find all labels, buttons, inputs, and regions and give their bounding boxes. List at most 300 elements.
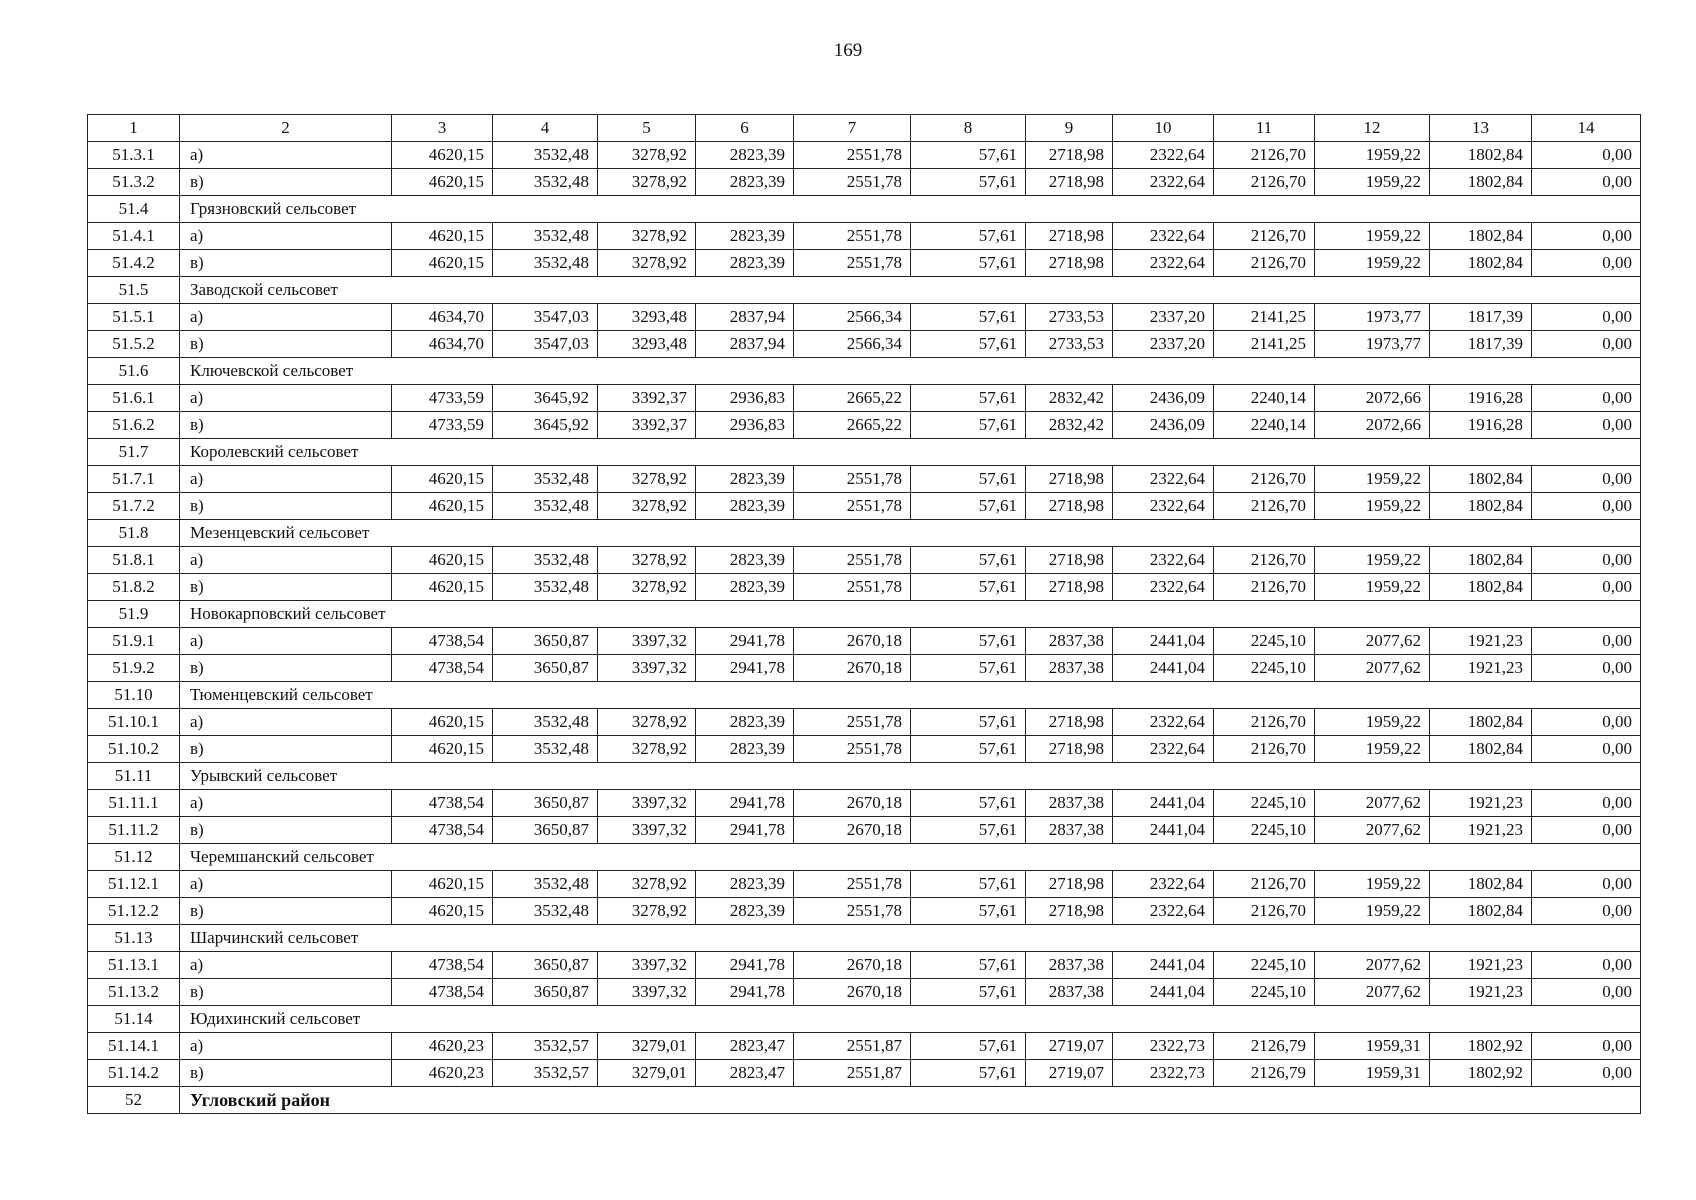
value-cell: 1802,84 xyxy=(1430,871,1532,898)
value-cell: 2823,39 xyxy=(696,466,794,493)
table-row xyxy=(88,655,1641,682)
column-number-cell: 12 xyxy=(1315,115,1430,142)
group-name-cell: Новокарповский сельсовет xyxy=(180,601,1641,628)
value-cell: 3278,92 xyxy=(598,736,696,763)
row-label-cell: в) xyxy=(180,493,392,520)
value-cell: 3278,92 xyxy=(598,574,696,601)
value-cell: 2718,98 xyxy=(1026,142,1113,169)
value-cell: 3532,48 xyxy=(493,709,598,736)
value-cell: 57,61 xyxy=(911,952,1026,979)
value-cell: 4634,70 xyxy=(392,304,493,331)
table-row xyxy=(88,574,1641,601)
row-label-cell: а) xyxy=(180,871,392,898)
value-cell: 2733,53 xyxy=(1026,331,1113,358)
value-cell: 2941,78 xyxy=(696,655,794,682)
value-cell: 2126,70 xyxy=(1214,250,1315,277)
value-cell: 2077,62 xyxy=(1315,655,1430,682)
value-cell: 2322,64 xyxy=(1113,142,1214,169)
value-cell: 1959,22 xyxy=(1315,547,1430,574)
value-cell: 4620,23 xyxy=(392,1033,493,1060)
row-code-cell: 51.8.1 xyxy=(88,547,180,574)
group-header-row xyxy=(88,844,1641,871)
value-cell: 3532,48 xyxy=(493,223,598,250)
row-label-cell: в) xyxy=(180,412,392,439)
row-code-cell: 51.14.1 xyxy=(88,1033,180,1060)
group-header-row xyxy=(88,358,1641,385)
value-cell: 2718,98 xyxy=(1026,547,1113,574)
value-cell: 2718,98 xyxy=(1026,466,1113,493)
value-cell: 0,00 xyxy=(1532,736,1641,763)
row-code-cell: 51.13.2 xyxy=(88,979,180,1006)
value-cell: 4738,54 xyxy=(392,628,493,655)
value-cell: 2823,47 xyxy=(696,1060,794,1087)
group-code-cell: 51.11 xyxy=(88,763,180,790)
value-cell: 3278,92 xyxy=(598,142,696,169)
table-row xyxy=(88,790,1641,817)
group-name-cell: Мезенцевский сельсовет xyxy=(180,520,1641,547)
value-cell: 2322,64 xyxy=(1113,736,1214,763)
value-cell: 2551,78 xyxy=(794,493,911,520)
value-cell: 1802,92 xyxy=(1430,1060,1532,1087)
value-cell: 3547,03 xyxy=(493,304,598,331)
value-cell: 2126,79 xyxy=(1214,1060,1315,1087)
row-label-cell: в) xyxy=(180,817,392,844)
value-cell: 2551,87 xyxy=(794,1033,911,1060)
value-cell: 3279,01 xyxy=(598,1033,696,1060)
value-cell: 3293,48 xyxy=(598,304,696,331)
row-code-cell: 51.4.2 xyxy=(88,250,180,277)
value-cell: 2823,39 xyxy=(696,898,794,925)
value-cell: 2837,38 xyxy=(1026,952,1113,979)
value-cell: 3650,87 xyxy=(493,952,598,979)
value-cell: 2077,62 xyxy=(1315,952,1430,979)
row-label-cell: а) xyxy=(180,223,392,250)
column-number-cell: 13 xyxy=(1430,115,1532,142)
value-cell: 2832,42 xyxy=(1026,412,1113,439)
group-name-cell: Юдихинский сельсовет xyxy=(180,1006,1641,1033)
value-cell: 0,00 xyxy=(1532,817,1641,844)
value-cell: 3278,92 xyxy=(598,250,696,277)
row-label-cell: в) xyxy=(180,250,392,277)
value-cell: 4620,15 xyxy=(392,250,493,277)
value-cell: 2551,78 xyxy=(794,250,911,277)
value-cell: 2551,78 xyxy=(794,871,911,898)
value-cell: 2322,64 xyxy=(1113,466,1214,493)
value-cell: 57,61 xyxy=(911,736,1026,763)
value-cell: 2441,04 xyxy=(1113,790,1214,817)
value-cell: 2126,70 xyxy=(1214,574,1315,601)
column-number-cell: 9 xyxy=(1026,115,1113,142)
row-code-cell: 51.10.1 xyxy=(88,709,180,736)
value-cell: 3278,92 xyxy=(598,466,696,493)
row-code-cell: 51.4.1 xyxy=(88,223,180,250)
value-cell: 0,00 xyxy=(1532,169,1641,196)
row-code-cell: 51.7.1 xyxy=(88,466,180,493)
value-cell: 2240,14 xyxy=(1214,385,1315,412)
value-cell: 2823,39 xyxy=(696,736,794,763)
value-cell: 2322,73 xyxy=(1113,1033,1214,1060)
value-cell: 2718,98 xyxy=(1026,223,1113,250)
value-cell: 2441,04 xyxy=(1113,952,1214,979)
value-cell: 1973,77 xyxy=(1315,304,1430,331)
value-cell: 0,00 xyxy=(1532,655,1641,682)
value-cell: 3278,92 xyxy=(598,547,696,574)
value-cell: 0,00 xyxy=(1532,466,1641,493)
value-cell: 57,61 xyxy=(911,898,1026,925)
value-cell: 2322,64 xyxy=(1113,493,1214,520)
value-cell: 0,00 xyxy=(1532,493,1641,520)
value-cell: 1959,22 xyxy=(1315,493,1430,520)
value-cell: 2551,87 xyxy=(794,1060,911,1087)
value-cell: 1959,22 xyxy=(1315,250,1430,277)
value-cell: 2718,98 xyxy=(1026,493,1113,520)
value-cell: 3532,48 xyxy=(493,871,598,898)
table-body xyxy=(88,115,1641,1114)
column-number-cell: 10 xyxy=(1113,115,1214,142)
value-cell: 0,00 xyxy=(1532,709,1641,736)
value-cell: 2823,39 xyxy=(696,709,794,736)
value-cell: 2837,38 xyxy=(1026,655,1113,682)
value-cell: 0,00 xyxy=(1532,574,1641,601)
value-cell: 3650,87 xyxy=(493,655,598,682)
value-cell: 57,61 xyxy=(911,304,1026,331)
value-cell: 2936,83 xyxy=(696,412,794,439)
value-cell: 2322,64 xyxy=(1113,169,1214,196)
row-code-cell: 51.14.2 xyxy=(88,1060,180,1087)
table-row xyxy=(88,169,1641,196)
value-cell: 2126,70 xyxy=(1214,142,1315,169)
value-cell: 1817,39 xyxy=(1430,304,1532,331)
group-name-cell: Ключевской сельсовет xyxy=(180,358,1641,385)
column-number-cell: 8 xyxy=(911,115,1026,142)
row-label-cell: а) xyxy=(180,385,392,412)
value-cell: 3392,37 xyxy=(598,385,696,412)
group-name-cell: Шарчинский сельсовет xyxy=(180,925,1641,952)
value-cell: 2718,98 xyxy=(1026,871,1113,898)
value-cell: 57,61 xyxy=(911,412,1026,439)
row-code-cell: 51.10.2 xyxy=(88,736,180,763)
value-cell: 1916,28 xyxy=(1430,412,1532,439)
value-cell: 3392,37 xyxy=(598,412,696,439)
value-cell: 2245,10 xyxy=(1214,790,1315,817)
value-cell: 2322,64 xyxy=(1113,871,1214,898)
page-number: 169 xyxy=(833,40,863,61)
value-cell: 2126,70 xyxy=(1214,223,1315,250)
value-cell: 2441,04 xyxy=(1113,979,1214,1006)
value-cell: 4738,54 xyxy=(392,817,493,844)
value-cell: 4620,15 xyxy=(392,493,493,520)
value-cell: 4620,15 xyxy=(392,169,493,196)
row-label-cell: а) xyxy=(180,304,392,331)
group-code-cell: 51.6 xyxy=(88,358,180,385)
group-code-cell: 51.8 xyxy=(88,520,180,547)
value-cell: 2441,04 xyxy=(1113,628,1214,655)
value-cell: 2551,78 xyxy=(794,223,911,250)
value-cell: 4620,15 xyxy=(392,736,493,763)
group-header-row xyxy=(88,763,1641,790)
group-code-cell: 51.12 xyxy=(88,844,180,871)
value-cell: 2126,70 xyxy=(1214,736,1315,763)
column-number-cell: 11 xyxy=(1214,115,1315,142)
value-cell: 3532,48 xyxy=(493,547,598,574)
value-cell: 2670,18 xyxy=(794,952,911,979)
value-cell: 2837,38 xyxy=(1026,979,1113,1006)
table-row xyxy=(88,1060,1641,1087)
value-cell: 2941,78 xyxy=(696,952,794,979)
row-label-cell: а) xyxy=(180,466,392,493)
value-cell: 2077,62 xyxy=(1315,628,1430,655)
value-cell: 1802,84 xyxy=(1430,169,1532,196)
value-cell: 3650,87 xyxy=(493,790,598,817)
table-row xyxy=(88,1033,1641,1060)
value-cell: 2245,10 xyxy=(1214,979,1315,1006)
value-cell: 4738,54 xyxy=(392,952,493,979)
value-cell: 2733,53 xyxy=(1026,304,1113,331)
column-number-cell: 7 xyxy=(794,115,911,142)
group-code-cell: 51.10 xyxy=(88,682,180,709)
value-cell: 2126,79 xyxy=(1214,1033,1315,1060)
row-code-cell: 51.3.2 xyxy=(88,169,180,196)
value-cell: 3532,57 xyxy=(493,1033,598,1060)
row-code-cell: 51.7.2 xyxy=(88,493,180,520)
value-cell: 57,61 xyxy=(911,493,1026,520)
row-label-cell: в) xyxy=(180,574,392,601)
value-cell: 57,61 xyxy=(911,1033,1026,1060)
table-row xyxy=(88,547,1641,574)
value-cell: 2551,78 xyxy=(794,466,911,493)
value-cell: 2823,39 xyxy=(696,493,794,520)
value-cell: 2719,07 xyxy=(1026,1060,1113,1087)
value-cell: 1959,22 xyxy=(1315,736,1430,763)
value-cell: 2322,64 xyxy=(1113,898,1214,925)
value-cell: 0,00 xyxy=(1532,547,1641,574)
row-label-cell: в) xyxy=(180,331,392,358)
value-cell: 2126,70 xyxy=(1214,466,1315,493)
row-code-cell: 51.5.1 xyxy=(88,304,180,331)
value-cell: 2665,22 xyxy=(794,412,911,439)
value-cell: 2670,18 xyxy=(794,817,911,844)
value-cell: 57,61 xyxy=(911,709,1026,736)
value-cell: 2072,66 xyxy=(1315,385,1430,412)
value-cell: 2322,64 xyxy=(1113,709,1214,736)
table-row xyxy=(88,871,1641,898)
group-code-cell: 51.9 xyxy=(88,601,180,628)
value-cell: 2941,78 xyxy=(696,790,794,817)
value-cell: 2322,73 xyxy=(1113,1060,1214,1087)
value-cell: 2077,62 xyxy=(1315,790,1430,817)
group-name-cell: Урывский сельсовет xyxy=(180,763,1641,790)
table-row xyxy=(88,304,1641,331)
column-number-cell: 2 xyxy=(180,115,392,142)
value-cell: 3397,32 xyxy=(598,628,696,655)
row-code-cell: 51.9.1 xyxy=(88,628,180,655)
value-cell: 3532,48 xyxy=(493,250,598,277)
value-cell: 3293,48 xyxy=(598,331,696,358)
value-cell: 3278,92 xyxy=(598,493,696,520)
value-cell: 1921,23 xyxy=(1430,655,1532,682)
value-cell: 1802,84 xyxy=(1430,466,1532,493)
row-label-cell: а) xyxy=(180,790,392,817)
group-name-cell: Черемшанский сельсовет xyxy=(180,844,1641,871)
row-code-cell: 51.13.1 xyxy=(88,952,180,979)
value-cell: 2670,18 xyxy=(794,979,911,1006)
value-cell: 2551,78 xyxy=(794,142,911,169)
value-cell: 0,00 xyxy=(1532,979,1641,1006)
value-cell: 3532,48 xyxy=(493,898,598,925)
row-label-cell: в) xyxy=(180,736,392,763)
value-cell: 2551,78 xyxy=(794,736,911,763)
group-header-row xyxy=(88,520,1641,547)
table-row xyxy=(88,979,1641,1006)
value-cell: 0,00 xyxy=(1532,223,1641,250)
value-cell: 1802,84 xyxy=(1430,709,1532,736)
value-cell: 2441,04 xyxy=(1113,817,1214,844)
value-cell: 2823,39 xyxy=(696,547,794,574)
value-cell: 1817,39 xyxy=(1430,331,1532,358)
group-name-cell: Грязновский сельсовет xyxy=(180,196,1641,223)
value-cell: 2941,78 xyxy=(696,817,794,844)
value-cell: 0,00 xyxy=(1532,331,1641,358)
group-header-row xyxy=(88,439,1641,466)
value-cell: 3645,92 xyxy=(493,412,598,439)
value-cell: 3397,32 xyxy=(598,817,696,844)
value-cell: 1802,84 xyxy=(1430,898,1532,925)
value-cell: 0,00 xyxy=(1532,304,1641,331)
value-cell: 2337,20 xyxy=(1113,331,1214,358)
row-label-cell: а) xyxy=(180,628,392,655)
value-cell: 2126,70 xyxy=(1214,709,1315,736)
value-cell: 2823,39 xyxy=(696,169,794,196)
value-cell: 2837,94 xyxy=(696,304,794,331)
value-cell: 2823,39 xyxy=(696,871,794,898)
value-cell: 2670,18 xyxy=(794,790,911,817)
value-cell: 57,61 xyxy=(911,871,1026,898)
row-label-cell: в) xyxy=(180,1060,392,1087)
value-cell: 2823,39 xyxy=(696,223,794,250)
value-cell: 3532,48 xyxy=(493,169,598,196)
value-cell: 57,61 xyxy=(911,331,1026,358)
value-cell: 57,61 xyxy=(911,547,1026,574)
value-cell: 4620,15 xyxy=(392,709,493,736)
value-cell: 1959,22 xyxy=(1315,223,1430,250)
value-cell: 2837,38 xyxy=(1026,790,1113,817)
table-row xyxy=(88,412,1641,439)
value-cell: 3397,32 xyxy=(598,655,696,682)
value-cell: 2322,64 xyxy=(1113,547,1214,574)
column-number-cell: 3 xyxy=(392,115,493,142)
group-name-cell: Угловский район xyxy=(180,1087,1641,1114)
value-cell: 2436,09 xyxy=(1113,412,1214,439)
value-cell: 3532,48 xyxy=(493,493,598,520)
value-cell: 2551,78 xyxy=(794,547,911,574)
row-code-cell: 51.6.2 xyxy=(88,412,180,439)
value-cell: 2240,14 xyxy=(1214,412,1315,439)
row-code-cell: 51.9.2 xyxy=(88,655,180,682)
value-cell: 1802,84 xyxy=(1430,547,1532,574)
table-row xyxy=(88,736,1641,763)
value-cell: 0,00 xyxy=(1532,142,1641,169)
value-cell: 3645,92 xyxy=(493,385,598,412)
value-cell: 4620,15 xyxy=(392,466,493,493)
value-cell: 0,00 xyxy=(1532,412,1641,439)
value-cell: 0,00 xyxy=(1532,871,1641,898)
value-cell: 3650,87 xyxy=(493,979,598,1006)
table-row xyxy=(88,331,1641,358)
price-table xyxy=(87,114,1641,1114)
value-cell: 3278,92 xyxy=(598,709,696,736)
value-cell: 1959,22 xyxy=(1315,871,1430,898)
row-code-cell: 51.12.2 xyxy=(88,898,180,925)
value-cell: 3532,48 xyxy=(493,466,598,493)
value-cell: 1973,77 xyxy=(1315,331,1430,358)
column-number-row xyxy=(88,115,1641,142)
value-cell: 2126,70 xyxy=(1214,871,1315,898)
row-label-cell: в) xyxy=(180,979,392,1006)
value-cell: 2670,18 xyxy=(794,655,911,682)
value-cell: 2837,38 xyxy=(1026,817,1113,844)
column-number-cell: 4 xyxy=(493,115,598,142)
group-name-cell: Заводской сельсовет xyxy=(180,277,1641,304)
value-cell: 1959,22 xyxy=(1315,709,1430,736)
value-cell: 1921,23 xyxy=(1430,979,1532,1006)
row-label-cell: а) xyxy=(180,547,392,574)
row-label-cell: а) xyxy=(180,1033,392,1060)
value-cell: 3397,32 xyxy=(598,952,696,979)
row-label-cell: а) xyxy=(180,142,392,169)
value-cell: 57,61 xyxy=(911,1060,1026,1087)
value-cell: 1959,22 xyxy=(1315,169,1430,196)
row-code-cell: 51.12.1 xyxy=(88,871,180,898)
value-cell: 3547,03 xyxy=(493,331,598,358)
column-number-cell: 6 xyxy=(696,115,794,142)
value-cell: 1921,23 xyxy=(1430,790,1532,817)
group-code-cell: 51.4 xyxy=(88,196,180,223)
value-cell: 3278,92 xyxy=(598,223,696,250)
value-cell: 2823,39 xyxy=(696,142,794,169)
value-cell: 2718,98 xyxy=(1026,574,1113,601)
row-code-cell: 51.11.1 xyxy=(88,790,180,817)
value-cell: 2670,18 xyxy=(794,628,911,655)
value-cell: 57,61 xyxy=(911,223,1026,250)
table-row xyxy=(88,628,1641,655)
row-code-cell: 51.8.2 xyxy=(88,574,180,601)
value-cell: 57,61 xyxy=(911,169,1026,196)
value-cell: 2566,34 xyxy=(794,304,911,331)
value-cell: 2551,78 xyxy=(794,574,911,601)
value-cell: 3650,87 xyxy=(493,817,598,844)
value-cell: 2718,98 xyxy=(1026,736,1113,763)
table-row xyxy=(88,142,1641,169)
value-cell: 2936,83 xyxy=(696,385,794,412)
value-cell: 57,61 xyxy=(911,466,1026,493)
table-row xyxy=(88,493,1641,520)
value-cell: 57,61 xyxy=(911,574,1026,601)
value-cell: 0,00 xyxy=(1532,1060,1641,1087)
value-cell: 2141,25 xyxy=(1214,304,1315,331)
table-row xyxy=(88,250,1641,277)
value-cell: 3532,57 xyxy=(493,1060,598,1087)
value-cell: 1921,23 xyxy=(1430,628,1532,655)
value-cell: 2718,98 xyxy=(1026,898,1113,925)
value-cell: 4738,54 xyxy=(392,790,493,817)
table-row xyxy=(88,709,1641,736)
district-header-row xyxy=(88,1087,1641,1114)
table-row xyxy=(88,223,1641,250)
value-cell: 2337,20 xyxy=(1113,304,1214,331)
value-cell: 2077,62 xyxy=(1315,817,1430,844)
value-cell: 2941,78 xyxy=(696,979,794,1006)
value-cell: 1959,31 xyxy=(1315,1060,1430,1087)
